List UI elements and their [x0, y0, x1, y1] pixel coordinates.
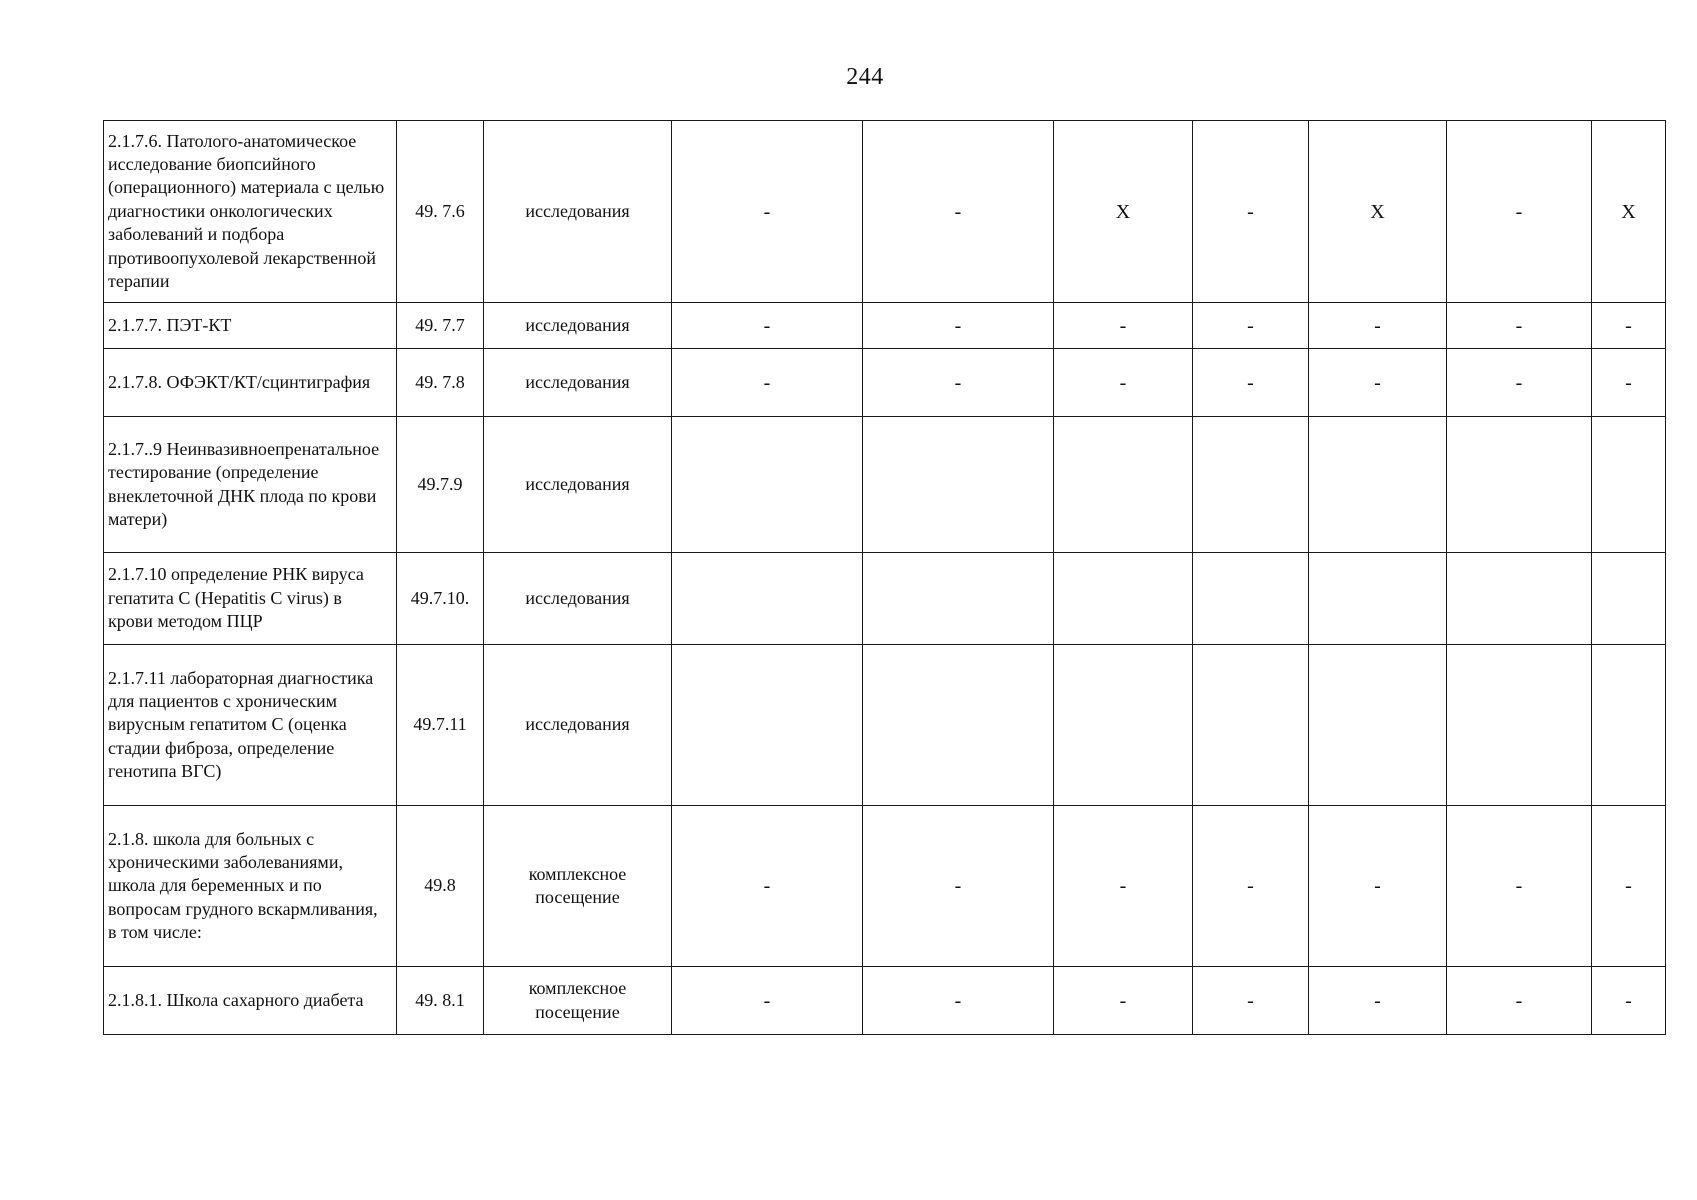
- row-code: 49. 7.7: [397, 303, 484, 349]
- value-cell: -: [863, 121, 1054, 303]
- value-cell: [1309, 645, 1447, 806]
- value-cell: [1309, 553, 1447, 645]
- value-cell: [1054, 417, 1193, 553]
- value-cell: -: [1309, 967, 1447, 1035]
- value-cell: [1193, 553, 1309, 645]
- value-cell: -: [1054, 806, 1193, 967]
- table-row: [104, 806, 1666, 967]
- value-cell: -: [672, 967, 863, 1035]
- value-cell: -: [672, 303, 863, 349]
- service-name: 2.1.7..9 Неинвазивноепренатальное тестирование (определение внеклеточной ДНК плода по крови матери): [104, 417, 397, 553]
- value-cell: [1592, 645, 1666, 806]
- value-cell: -: [1193, 349, 1309, 417]
- value-cell: -: [1193, 303, 1309, 349]
- unit-of-measure: исследования: [484, 349, 672, 417]
- value-cell: -: [863, 967, 1054, 1035]
- value-cell: -: [863, 349, 1054, 417]
- table-row: [104, 349, 1666, 417]
- value-cell: [1447, 417, 1592, 553]
- value-cell: -: [1447, 967, 1592, 1035]
- service-name: 2.1.8. школа для больных с хроническими заболеваниями, школа для беременных и по вопросам грудного вскармливания, в том числе:: [104, 806, 397, 967]
- row-code: 49.7.9: [397, 417, 484, 553]
- value-cell: -: [1447, 121, 1592, 303]
- row-code: 49. 7.6: [397, 121, 484, 303]
- value-cell: [1447, 553, 1592, 645]
- value-cell: [1193, 645, 1309, 806]
- value-cell: [1054, 553, 1193, 645]
- table-row: [104, 121, 1666, 303]
- row-code: 49. 8.1: [397, 967, 484, 1035]
- value-cell: -: [1447, 349, 1592, 417]
- value-cell: X: [1309, 121, 1447, 303]
- value-cell: -: [1193, 121, 1309, 303]
- value-cell: -: [1592, 806, 1666, 967]
- service-name: 2.1.7.6. Патолого-анатомическое исследование биопсийного (операционного) материала с целью диагностики онкологических заболеваний и подбора противоопухолевой лекарственной терапии: [104, 121, 397, 303]
- value-cell: -: [1054, 967, 1193, 1035]
- value-cell: X: [1592, 121, 1666, 303]
- value-cell: -: [672, 349, 863, 417]
- unit-of-measure: исследования: [484, 645, 672, 806]
- service-name: 2.1.7.10 определение РНК вируса гепатита С (Hepatitis C virus) в крови методом ПЦР: [104, 553, 397, 645]
- service-name: 2.1.7.8. ОФЭКТ/КТ/сцинтиграфия: [104, 349, 397, 417]
- unit-of-measure: комплексное посещение: [484, 967, 672, 1035]
- table-row: [104, 417, 1666, 553]
- value-cell: -: [1309, 349, 1447, 417]
- value-cell: [863, 417, 1054, 553]
- value-cell: -: [672, 121, 863, 303]
- value-cell: [672, 553, 863, 645]
- value-cell: [672, 645, 863, 806]
- value-cell: -: [1309, 806, 1447, 967]
- value-cell: [1054, 645, 1193, 806]
- value-cell: -: [1592, 349, 1666, 417]
- value-cell: -: [1309, 303, 1447, 349]
- unit-of-measure: исследования: [484, 553, 672, 645]
- service-name: 2.1.7.11 лабораторная диагностика для пациентов с хроническим вирусным гепатитом С (оценка стадии фиброза, определение генотипа ВГС): [104, 645, 397, 806]
- page-number: 244: [846, 64, 884, 90]
- row-code: 49. 7.8: [397, 349, 484, 417]
- value-cell: -: [1447, 806, 1592, 967]
- value-cell: -: [1447, 303, 1592, 349]
- row-code: 49.8: [397, 806, 484, 967]
- value-cell: [863, 645, 1054, 806]
- service-name: 2.1.7.7. ПЭТ-КТ: [104, 303, 397, 349]
- value-cell: [1592, 417, 1666, 553]
- value-cell: [1447, 645, 1592, 806]
- value-cell: -: [1193, 806, 1309, 967]
- value-cell: -: [672, 806, 863, 967]
- table-row: [104, 303, 1666, 349]
- service-name: 2.1.8.1. Школа сахарного диабета: [104, 967, 397, 1035]
- value-cell: -: [1592, 967, 1666, 1035]
- value-cell: -: [1193, 967, 1309, 1035]
- value-cell: [1309, 417, 1447, 553]
- value-cell: -: [863, 303, 1054, 349]
- services-table: [103, 120, 1666, 1035]
- value-cell: [1193, 417, 1309, 553]
- unit-of-measure: исследования: [484, 121, 672, 303]
- table-row: [104, 967, 1666, 1035]
- value-cell: -: [863, 806, 1054, 967]
- value-cell: [672, 417, 863, 553]
- value-cell: X: [1054, 121, 1193, 303]
- row-code: 49.7.11: [397, 645, 484, 806]
- unit-of-measure: исследования: [484, 417, 672, 553]
- unit-of-measure: комплексное посещение: [484, 806, 672, 967]
- value-cell: [863, 553, 1054, 645]
- value-cell: [1592, 553, 1666, 645]
- table-row: [104, 553, 1666, 645]
- value-cell: -: [1592, 303, 1666, 349]
- value-cell: -: [1054, 349, 1193, 417]
- table-row: [104, 645, 1666, 806]
- value-cell: -: [1054, 303, 1193, 349]
- row-code: 49.7.10.: [397, 553, 484, 645]
- unit-of-measure: исследования: [484, 303, 672, 349]
